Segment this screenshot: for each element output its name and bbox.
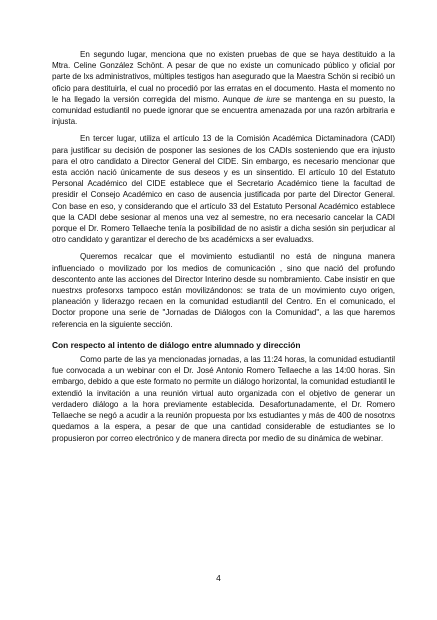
paragraph-student-movement: Queremos recalcar que el movimiento estudiantil no está de ninguna manera influenciado o movilizado por los medios de comunicación , sino que nació del profundo descontento ante las acciones del Director Interino desde su nombramiento. Cabe insistir en que nuestrxs profesorxs tampoco están movilizándonos: se trata de un movimiento cuyo origen, planeación y liderazgo recaen en la comunidad estudiantil del Centro. En el comunicado, el Doctor propone una serie de "Jornadas de Diálogos con la Comunidad", a las que haremos referencia en la siguiente sección. bbox=[52, 252, 395, 329]
section-heading-dialogue: Con respecto al intento de diálogo entre alumnado y dirección bbox=[52, 339, 301, 350]
paragraph-third-point: En tercer lugar, utiliza el artículo 13 de la Comisión Académica Dictaminadora (CADI) para justificar su decisión de posponer las sesiones de los CADIs sosteniendo que era injusto para el otro candidato a Director General del CIDE. Sin embargo, es necesario mencionar que esta acción nació únicamente de sus deseos y es un sinsentido. El artículo 10 del Estatuto Personal Académico del CIDE establece que el Secretario Académico tiene la facultad de presidir el Consejo Académico en caso de ausencia justificada por parte del Director General. Con base en eso, y considerando que el artículo 33 del Estatuto Personal Académico establece que la CADI debe sesionar al menos una vez al semestre, no era necesario cancelar la CADI porque el Dr. Romero Tellaeche tenía la posibilidad de no asistir a dicha sesión sin perjudicar al otro candidato y garantizar el derecho de lxs académicxs a ser evaluadxs. bbox=[52, 134, 395, 245]
latin-phrase-emphasis: de iure bbox=[253, 94, 280, 104]
page-number: 4 bbox=[216, 573, 221, 583]
document-body bbox=[52, 49, 395, 450]
paragraph-second-point: En segundo lugar, menciona que no existen pruebas de que se haya destituido a la Mtra. Celine González Schönt. A pesar de que no existe un comunicado público y oficial por parte de lxs administrativos, múltiples testigos han asegurado que la Maestra Schön si recibió un oficio para destituirla, el cual no procedió por las erratas en el documento. Hasta el momento no le ha llegado la versión corregida del mismo. Aunque de iure se mantenga en su puesto, la comunidad estudiantil no puede ignorar que se encuentra amenazada por una razón arbitraria e injusta. bbox=[52, 50, 395, 127]
paragraph-webinar: Como parte de las ya mencionadas jornadas, a las 11:24 horas, la comunidad estudiantil fue convocada a un webinar con el Dr. José Antonio Romero Tellaeche a las 14:00 horas. Sin embargo, debido a que este formato no permite un diálogo horizontal, la comunidad estudiantil le extendió la invitación a una reunión virtual auto organizada con el objetivo de generar un verdadero diálogo a la hora previamente establecida. Desafortunadamente, el Dr. Romero Tellaeche se negó a acudir a la reunión propuesta por lxs estudiantes y más de 400 de nosotrxs quedamos a la espera, a pesar de que una cantidad considerable de estudiantes se lo propusieron por correo electrónico y de manera directa por medio de su dinámica de webinar. bbox=[52, 355, 396, 443]
